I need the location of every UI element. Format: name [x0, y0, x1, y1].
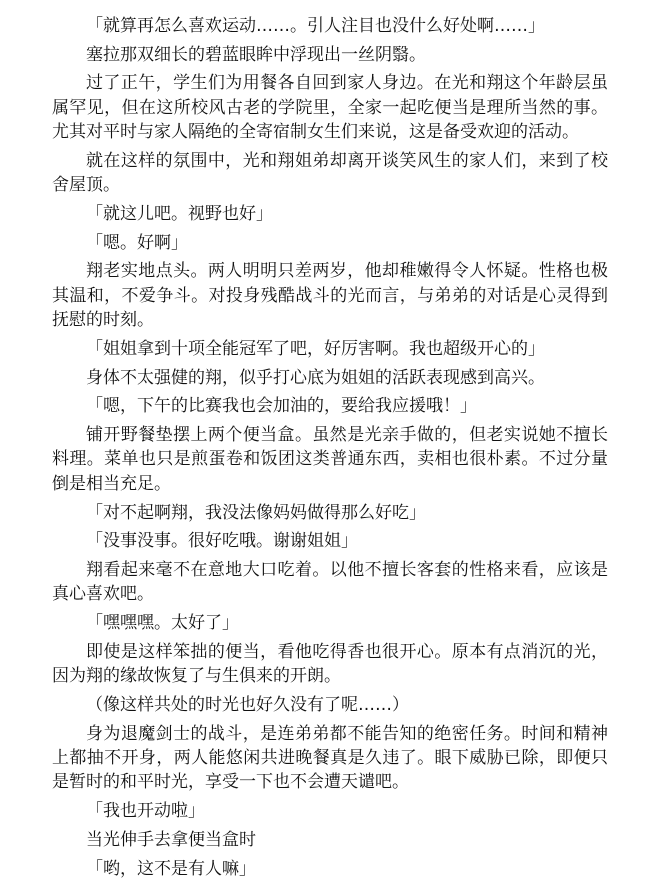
paragraph-19: 「我也开动啦」 — [86, 801, 205, 822]
paragraph-7: 翔老实地点头。两人明明只差两岁，他却稚嫩得令人怀疑。性格也极其温和，不爱争斗。对投身残酷战斗的光而言，与弟弟的对话是心灵得到抚慰的时刻。 — [52, 261, 608, 331]
paragraph-2: 塞拉那双细长的碧蓝眼眸中浮现出一丝阴翳。 — [86, 44, 426, 65]
paragraph-15: 「嘿嘿嘿。太好了」 — [86, 613, 239, 634]
paragraph-1: 「就算再怎么喜欢运动……。引人注目也没什么好处啊……」 — [86, 16, 545, 36]
paragraph-11: 铺开野餐垫摆上两个便当盒。虽然是光亲手做的，但老实说她不擅长料理。菜单也只是煎蛋卷和饭团这类普通东西，卖相也很朴素。不过分量倒是相当充足。 — [52, 425, 608, 494]
paragraph-10: 「嗯，下午的比赛我也会加油的，要给我应援哦！」 — [86, 396, 477, 417]
paragraph-20: 当光伸手去拿便当盒时 — [86, 829, 256, 850]
paragraph-13: 「没事没事。很好吃哦。谢谢姐姐」 — [86, 531, 358, 552]
paragraph-17: （像这样共处的时光也好久没有了呢……） — [86, 694, 409, 715]
paragraph-8: 「姐姐拿到十项全能冠军了吧，好厉害啊。我也超级开心的」 — [86, 338, 545, 359]
paragraph-5: 「就这儿吧。视野也好」 — [86, 204, 273, 225]
paragraph-21: 「哟，这不是有人嘛」 — [86, 858, 256, 879]
paragraph-12: 「对不起啊翔，我没法像妈妈做得那么好吃」 — [86, 502, 426, 523]
paragraph-14: 翔看起来毫不在意地大口吃着。以他不擅长客套的性格来看，应该是真心喜欢吧。 — [52, 559, 608, 605]
paragraph-16: 即使是这样笨拙的便当，看他吃得香也很开心。原本有点消沉的光，因为翔的缘故恢复了与生俱来的开朗。 — [52, 641, 608, 687]
paragraph-3: 过了正午，学生们为用餐各自回到家人身边。在光和翔这个年龄层虽属罕见，但在这所校风古老的学院里，全家一起吃便当是理所当然的事。尤其对平时与家人隔绝的全寄宿制女生们来说，这是备受欢迎的活动。 — [52, 73, 608, 143]
paragraph-18: 身为退魔剑士的战斗，是连弟弟都不能告知的绝密任务。时间和精神上都抽不开身，两人能悠闲共进晚餐真是久违了。眼下威胁已除，即便只是暂时的和平时光，享受一下也不会遭天谴吧。 — [52, 723, 608, 793]
novel-page — [52, 14, 608, 881]
paragraph-9: 身体不太强健的翔，似乎打心底为姐姐的活跃表现感到高兴。 — [86, 367, 545, 388]
paragraph-6: 「嗯。好啊」 — [86, 232, 188, 253]
paragraph-4: 就在这样的氛围中，光和翔姐弟却离开谈笑风生的家人们，来到了校舍屋顶。 — [52, 150, 608, 196]
